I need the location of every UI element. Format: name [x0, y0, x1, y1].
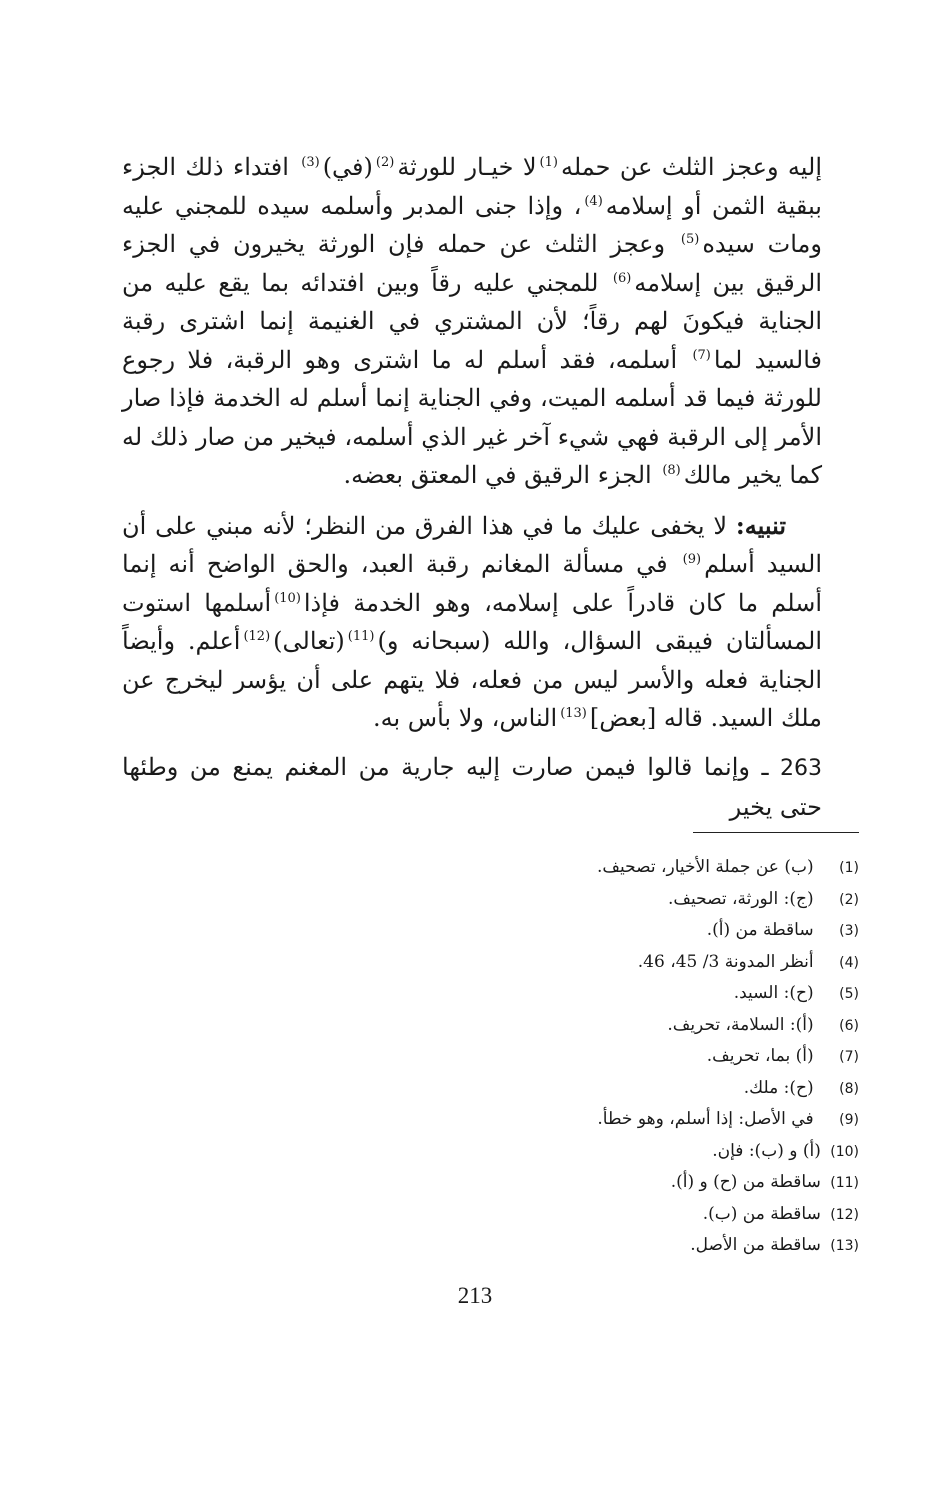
- footnote: [299, 978, 859, 1010]
- text-run: للمجني عليه رقاً وبين افتدائه بما يقع عليه من الجناية فيكونَ لهم رقاً؛ لأن المشتري في الغنيمة إنما اشترى رقبة فالسيد لما: [122, 268, 822, 374]
- footnote-number: (2): [839, 891, 859, 908]
- footnote: [299, 1041, 859, 1073]
- text-run: في مسألة المغانم رقبة العبد، والحق الواضح أنه إنما أسلم ما كان قادراً على إسلامه، وهو الخدمة فإذا: [122, 550, 822, 617]
- text-run: أسلمها استوت المسألتان فيبقى السؤال، والله (سبحانه و): [122, 588, 822, 655]
- text-run: الجزء الرقيق في المعتق بعضه.: [343, 461, 652, 489]
- footnote: [299, 884, 859, 916]
- footnote-text: (ح): ملك.: [743, 1077, 814, 1098]
- footnote: [299, 1230, 859, 1262]
- footnote-number: (5): [839, 986, 859, 1002]
- footnote-text: (أ) بما، تحريف.: [706, 1046, 814, 1066]
- footnote-number: (13): [830, 1238, 859, 1254]
- footnote-ref: (11): [347, 629, 375, 644]
- footnote: [299, 1073, 859, 1105]
- paragraph-number: 263: [780, 755, 822, 781]
- footnote-ref: (8): [662, 463, 681, 478]
- footnote-number: (1): [839, 860, 859, 876]
- footnote-ref: (1): [539, 155, 558, 170]
- footnote: [299, 915, 859, 947]
- text-run: (في): [322, 153, 373, 181]
- footnote-text: أنظر المدونة 3/ 45، 46.: [637, 951, 814, 972]
- text-run: افتداء ذلك الجزء ببقية الثمن أو إسلامه: [122, 153, 822, 220]
- footnote-number: (9): [839, 1112, 859, 1128]
- page-number: 213: [457, 1283, 493, 1308]
- footnote-text: في الأصل: إذا أسلم، وهو خطأ.: [597, 1109, 814, 1129]
- footnote-number: (7): [839, 1049, 859, 1065]
- footnote-number: (12): [830, 1206, 859, 1223]
- footnote-ref: (12): [243, 629, 271, 644]
- footnote: [299, 1104, 859, 1136]
- footnote-text: ساقطة من (ب).: [702, 1203, 821, 1224]
- text-run: أعلم. وأيضاً الجناية فعله والأسر ليس من فعله، فلا يتهم على أن يؤسر ليخرج عن ملك السيد. قاله [بعض]: [122, 627, 822, 732]
- text-run: وعجز الثلث عن حمله فإن الورثة يخيرون في الجزء الرقيق بين إسلامه: [122, 230, 822, 297]
- text-run: لا يخفى عليك ما في هذا الفرق من النظر؛ لأنه مبني على أن السيد أسلم: [122, 511, 822, 578]
- footnote-text: (ج): الورثة، تصحيف.: [668, 888, 814, 909]
- footnote-text: (أ) و (ب): فإن.: [712, 1140, 821, 1161]
- footnote-ref: (13): [560, 706, 587, 721]
- text-run: لا خيـار للورثة: [397, 153, 537, 181]
- footnote: [299, 852, 859, 884]
- footnote: [299, 947, 859, 979]
- text-run: أسلمه، فقد أسلم له ما اشترى وهو الرقبة، فلا رجوع للورثة فيما قد أسلمه الميت، وفي الجناية إنما أسلم له الخدمة فإذا صار الأمر إلى الرقبة فهي شيء آخر غير الذي أسلمه، فيخير من صار ذلك له كما يخير مالك: [122, 345, 822, 489]
- footnote-ref: (2): [375, 155, 395, 170]
- footnote-text: (أ): السلامة، تحريف.: [667, 1014, 814, 1035]
- paragraph: [122, 507, 822, 738]
- footnote-ref: (4): [584, 193, 603, 209]
- footnote-text: (ب) عن جملة الأخيار، تصحيف.: [597, 857, 814, 877]
- footnote-ref: (5): [680, 232, 700, 247]
- text-run: الناس، ولا بأس به.: [372, 704, 558, 732]
- note-label: تنبيه:: [735, 510, 786, 540]
- footnote-number: (4): [839, 954, 859, 971]
- footnote-ref: (3): [301, 155, 320, 170]
- paragraph: [122, 748, 822, 827]
- text-run: (تعالى): [273, 627, 345, 655]
- footnote-number: (11): [830, 1175, 859, 1191]
- footnote-text: ساقطة من الأصل.: [690, 1235, 821, 1255]
- footnote-ref: (10): [274, 590, 301, 606]
- footnote-divider: [693, 832, 859, 833]
- footnote-text: (ح): السيد.: [733, 983, 814, 1003]
- footnote: [299, 1199, 859, 1231]
- footnote-ref: (9): [682, 552, 702, 567]
- footnote-number: (10): [830, 1143, 859, 1160]
- footnote-ref: (7): [692, 347, 711, 363]
- footnote-text: ساقطة من (أ).: [706, 920, 814, 940]
- footnote: [299, 1136, 859, 1168]
- footnote-text: ساقطة من (ح) و (أ).: [670, 1172, 821, 1192]
- paragraph: [122, 148, 822, 495]
- footnote-number: (8): [839, 1080, 859, 1097]
- footnote-ref: (6): [612, 270, 632, 286]
- footnote: [299, 1010, 859, 1042]
- text-run: ـ وإنما قالوا فيمن صارت إليه جارية من المغنم يمنع من وطئها حتى يخير: [122, 752, 822, 821]
- footnote-number: (6): [839, 1017, 859, 1034]
- text-run: ، وإذا جنى المدبر وأسلمه سيده للمجني عليه ومات سيده: [122, 191, 822, 258]
- footnotes-list: [299, 852, 859, 1262]
- main-text: [122, 148, 822, 827]
- footnote: [299, 1167, 859, 1199]
- text-run: إليه وعجز الثلث عن حمله: [560, 153, 822, 181]
- footnote-number: (3): [839, 923, 859, 939]
